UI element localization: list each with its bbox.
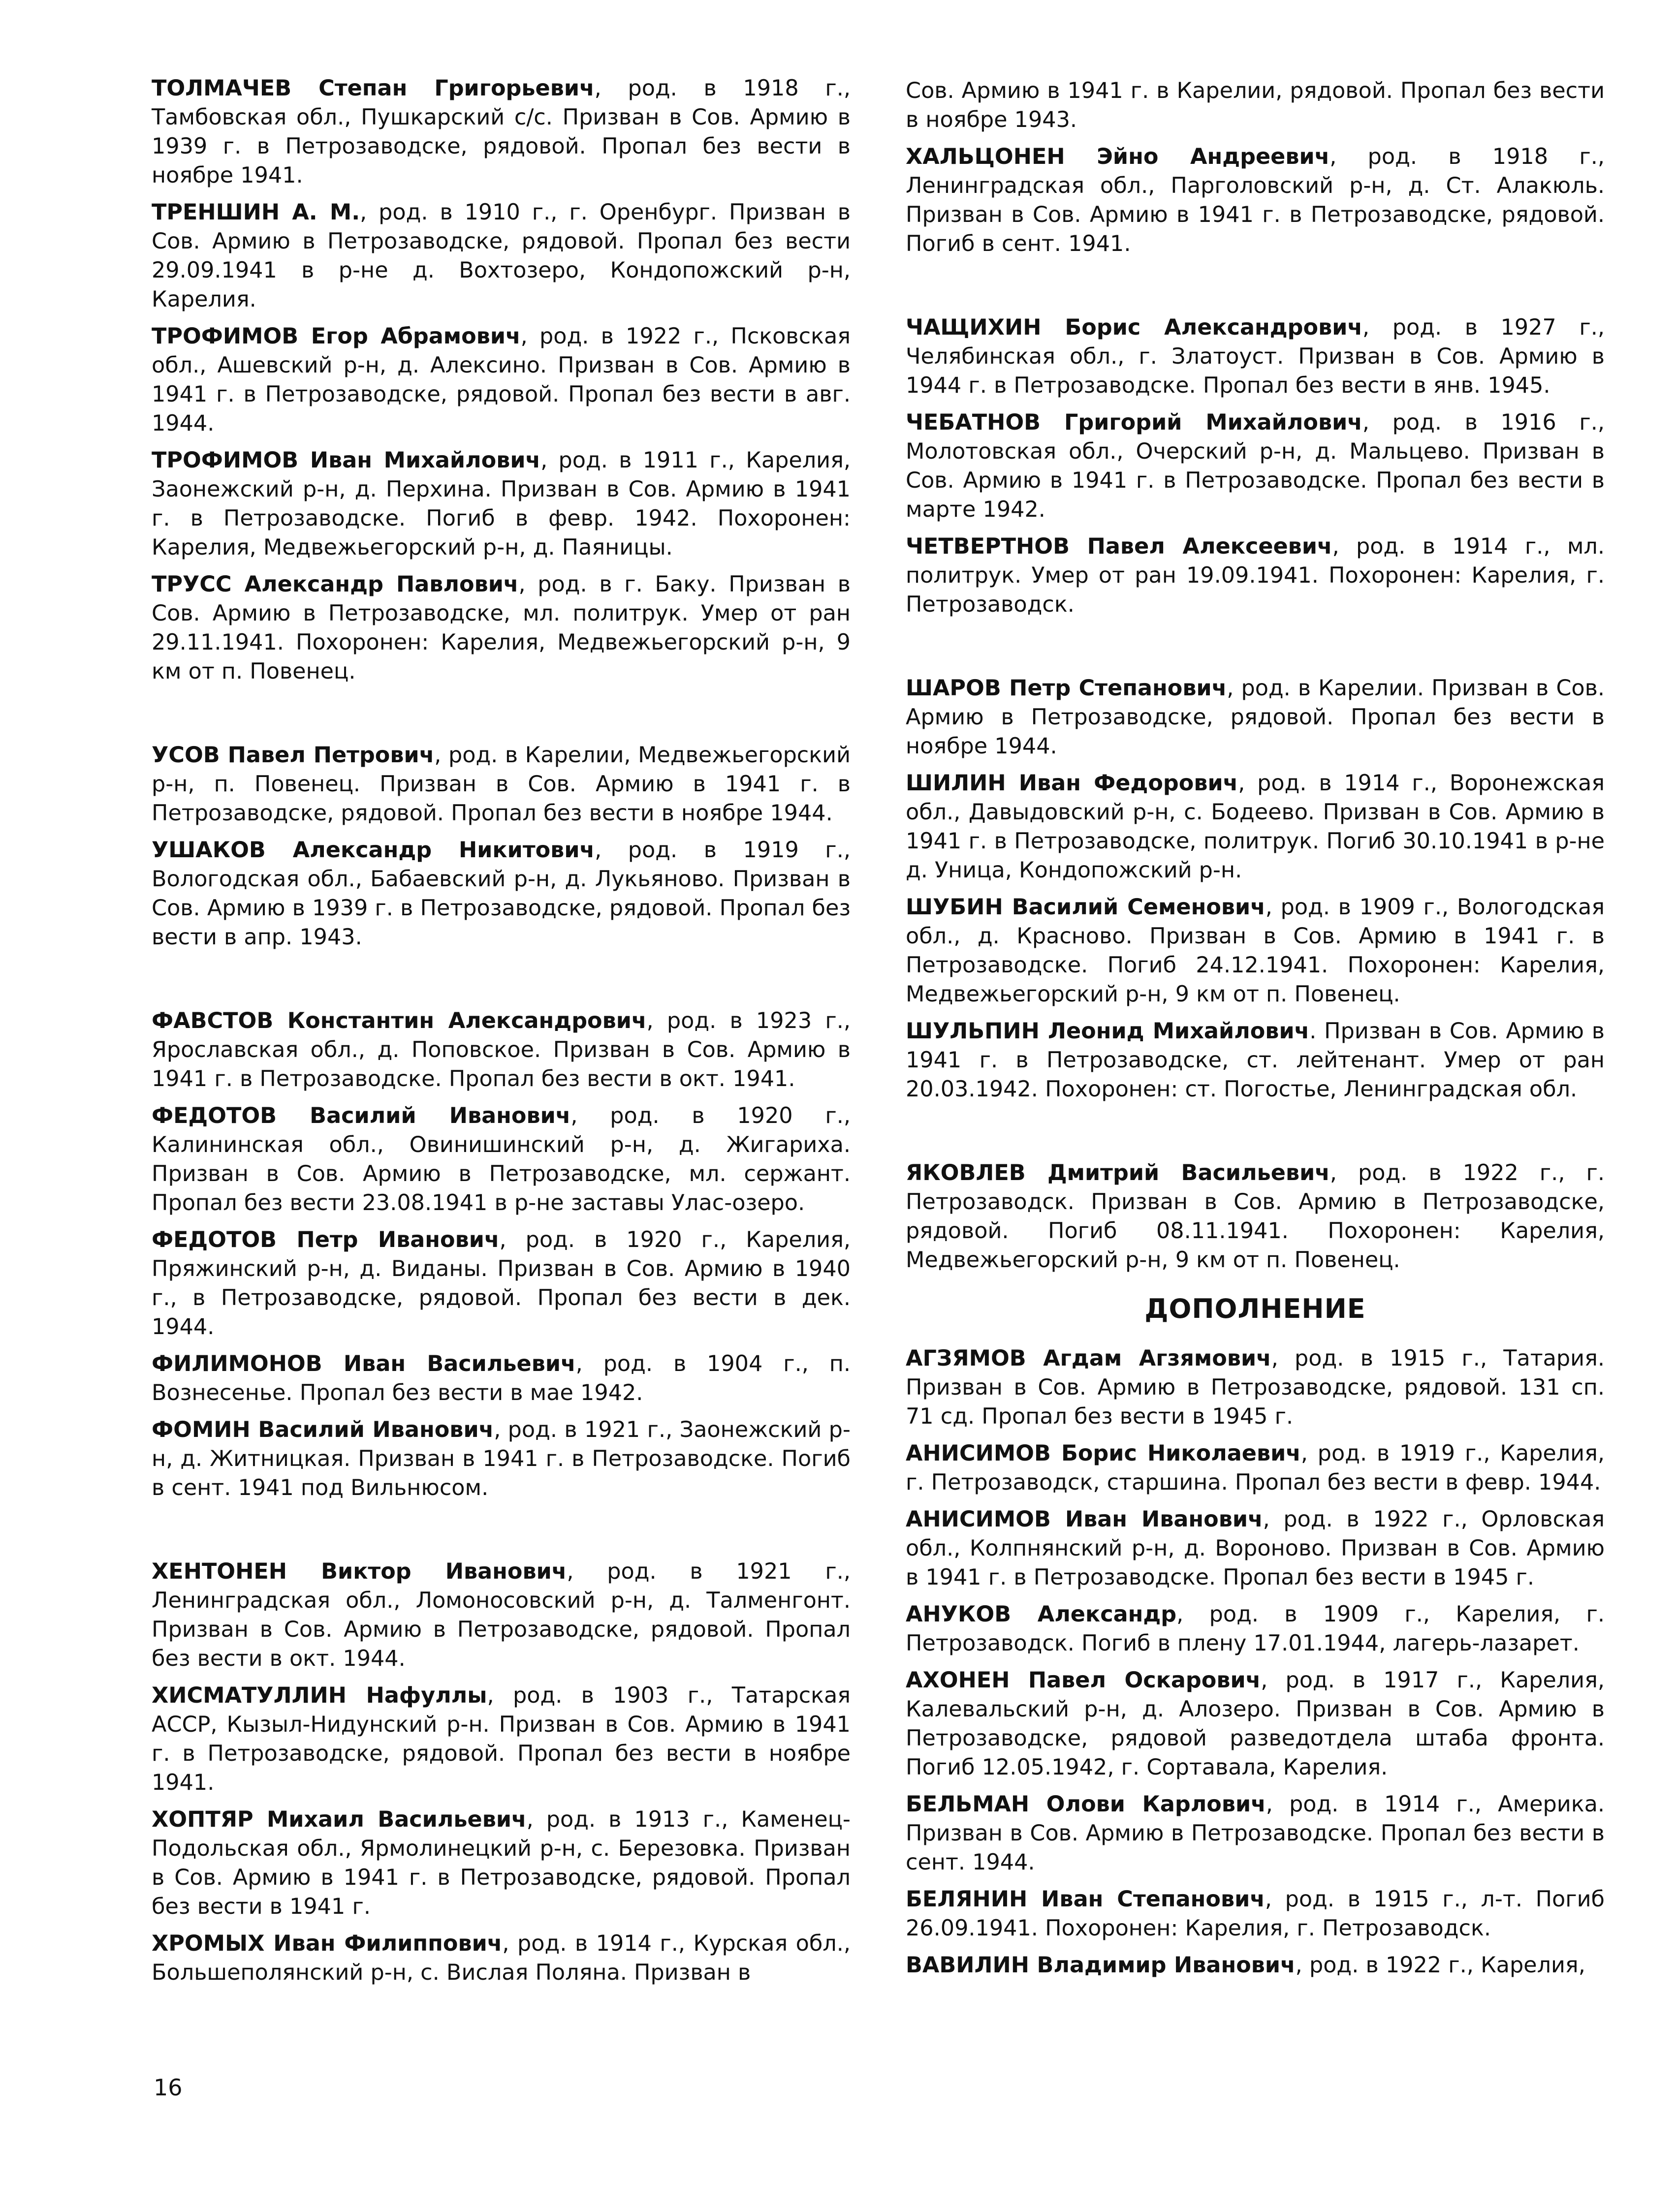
record-details: , род. в 1922 г., Карелия, bbox=[1295, 1953, 1585, 1978]
record-entry bbox=[152, 198, 851, 314]
record-entry bbox=[152, 836, 851, 952]
letter-group-spacer bbox=[152, 960, 851, 1006]
record-entry bbox=[906, 1017, 1605, 1104]
letter-group-spacer bbox=[906, 1112, 1605, 1158]
record-details: Сов. Армию в 1941 г. в Карелии, рядовой. Пропал без вести в ноябре 1943. bbox=[906, 78, 1605, 132]
letter-group-spacer bbox=[152, 694, 851, 741]
record-entry bbox=[906, 1158, 1605, 1275]
record-details: , род. в 1923 г., Ярославская обл., д. Поповское. Призван в Сов. Армию в 1941 г. в Петрозаводске. Пропал без вести в окт. 1941. bbox=[152, 1008, 851, 1091]
record-entry bbox=[906, 1885, 1605, 1943]
person-name: БЕЛЬМАН Олови Карлович bbox=[906, 1792, 1266, 1817]
record-entry bbox=[906, 76, 1605, 134]
record-details: , род. в 1927 г., Челябинская обл., г. Златоуст. Призван в Сов. Армию в 1944 г. в Петрозаводске. Пропал без вести в янв. 1945. bbox=[906, 315, 1605, 398]
person-name: АНУКОВ Александр bbox=[906, 1602, 1177, 1627]
person-name: ХОПТЯР Михаил Васильевич bbox=[152, 1807, 527, 1832]
letter-group-spacer bbox=[152, 1510, 851, 1557]
record-entry bbox=[906, 1439, 1605, 1497]
person-name: ФЕДОТОВ Василий Иванович bbox=[152, 1103, 571, 1128]
record-entry bbox=[152, 1681, 851, 1797]
person-name: УСОВ Павел Петрович bbox=[152, 743, 435, 768]
record-entry bbox=[906, 674, 1605, 761]
person-name: ШУЛЬПИН Леонид Михайлович bbox=[906, 1019, 1310, 1044]
record-details: , род. в Карелии. Призван в Сов. Армию в Петрозаводске, рядовой. Пропал без вести в ноябре 1944. bbox=[906, 676, 1605, 759]
person-name: АНИСИМОВ Борис Николаевич bbox=[906, 1441, 1301, 1466]
record-entry bbox=[906, 313, 1605, 400]
record-entry bbox=[906, 769, 1605, 885]
record-entry bbox=[906, 408, 1605, 524]
record-entry bbox=[152, 322, 851, 438]
record-entry bbox=[906, 1666, 1605, 1782]
record-entry bbox=[906, 1344, 1605, 1431]
letter-group-spacer bbox=[906, 627, 1605, 674]
person-name: ТРОФИМОВ Иван Михайлович bbox=[152, 448, 541, 473]
record-details: , род. в 1922 г., г. Петрозаводск. Призван в Сов. Армию в Петрозаводске, рядовой. Погиб 08.11.1941. Похоронен: Карелия, Медвежьегорский р-н, 9 км от п. Повенец. bbox=[906, 1160, 1605, 1273]
person-name: ШУБИН Василий Семенович bbox=[906, 895, 1266, 920]
person-name: ЧАЩИХИН Борис Александрович bbox=[906, 315, 1363, 340]
person-name: ФЕДОТОВ Петр Иванович bbox=[152, 1227, 500, 1252]
record-entry bbox=[152, 1006, 851, 1093]
record-details: , род. в 1910 г., г. Оренбург. Призван в Сов. Армию в Петрозаводске, рядовой. Пропал без вести 29.09.1941 в р-не д. Вохтозеро, Кондопожский р-н, Карелия. bbox=[152, 200, 851, 312]
record-entry bbox=[906, 1790, 1605, 1877]
person-name: ХАЛЬЦОНЕН Эйно Андреевич bbox=[906, 144, 1330, 169]
record-details: , род. в 1914 г., Курская обл., Большеполянский р-н, с. Вислая Поляна. Призван в bbox=[152, 1931, 851, 1985]
record-entry bbox=[152, 1929, 851, 1987]
left-column bbox=[152, 74, 851, 1995]
record-entry bbox=[906, 1600, 1605, 1658]
person-name: ШИЛИН Иван Федорович bbox=[906, 771, 1238, 796]
person-name: ЧЕБАТНОВ Григорий Михайлович bbox=[906, 410, 1362, 435]
record-entry bbox=[152, 446, 851, 562]
record-details: , род. в 1904 г., п. Вознесенье. Пропал без вести в мае 1942. bbox=[152, 1351, 851, 1405]
person-name: ШАРОВ Петр Степанович bbox=[906, 676, 1227, 701]
person-name: ФАВСТОВ Константин Александрович bbox=[152, 1008, 647, 1033]
record-entry bbox=[152, 1101, 851, 1217]
record-details: , род. в 1917 г., Карелия, Калевальский р-н, д. Алозеро. Призван в Сов. Армию в Петрозаводске, рядовой разведотдела штаба фронта. Погиб 12.05.1942, г. Сортавала, Карелия. bbox=[906, 1668, 1605, 1780]
record-details: , род. в 1920 г., Калининская обл., Овинишинский р-н, д. Жигариха. Призван в Сов. Армию в Петрозаводске, мл. сержант. Пропал без вести 23.08.1941 в р-не заставы Улас-озеро. bbox=[152, 1103, 851, 1215]
record-details: , род. в 1921 г., Ленинградская обл., Ломоносовский р-н, д. Талменгонт. Призван в Сов. Армию в Петрозаводске, рядовой. Пропал без вести в окт. 1944. bbox=[152, 1559, 851, 1671]
record-details: , род. в г. Баку. Призван в Сов. Армию в Петрозаводске, мл. политрук. Умер от ран 29.11.1941. Похоронен: Карелия, Медвежьегорский р-н, 9 км от п. Повенец. bbox=[152, 572, 851, 684]
person-name: ЧЕТВЕРТНОВ Павел Алексеевич bbox=[906, 534, 1332, 559]
person-name: ТРУСС Александр Павлович bbox=[152, 572, 519, 597]
record-entry bbox=[152, 1349, 851, 1407]
record-details: , род. в 1921 г., Заонежский р-н, д. Житницкая. Призван в 1941 г. в Петрозаводске. Погиб в сент. 1941 под Вильнюсом. bbox=[152, 1417, 851, 1500]
section-title-supplement: ДОПОЛНЕНИЕ bbox=[1144, 1293, 1366, 1324]
record-details: , род. в 1922 г., Орловская обл., Колпнянский р-н, д. Вороново. Призван в Сов. Армию в 1941 г. в Петрозаводске. Пропал без вести в 1945 г. bbox=[906, 1507, 1605, 1590]
record-details: , род. в 1918 г., Тамбовская обл., Пушкарский с/с. Призван в Сов. Армию в 1939 г. в Петрозаводске, рядовой. Пропал без вести в ноябре 1941. bbox=[152, 76, 851, 188]
record-details: , род. в 1916 г., Молотовская обл., Очерский р-н, д. Мальцево. Призван в Сов. Армию в 1941 г. в Петрозаводске. Пропал без вести в марте 1942. bbox=[906, 410, 1605, 522]
record-details: , род. в 1919 г., Вологодская обл., Бабаевский р-н, д. Лукьяново. Призван в Сов. Армию в 1939 г. в Петрозаводске, рядовой. Пропал без вести в апр. 1943. bbox=[152, 838, 851, 950]
person-name: ФИЛИМОНОВ Иван Васильевич bbox=[152, 1351, 576, 1376]
person-name: ТРОФИМОВ Егор Абрамович bbox=[152, 324, 521, 349]
record-details: , род. в 1915 г., л-т. Погиб 26.09.1941. Похоронен: Карелия, г. Петрозаводск. bbox=[906, 1887, 1605, 1941]
person-name: ВАВИЛИН Владимир Иванович bbox=[906, 1953, 1296, 1978]
record-details: , род. в 1913 г., Каменец-Подольская обл., Ярмолинецкий р-н, с. Березовка. Призван в Сов. Армию в 1941 г. в Петрозаводске, рядовой. Пропал без вести в 1941 г. bbox=[152, 1807, 851, 1919]
person-name: АХОНЕН Павел Оскарович bbox=[906, 1668, 1261, 1693]
record-details: , род. в 1909 г., Карелия, г. Петрозаводск. Погиб в плену 17.01.1944, лагерь-лазарет. bbox=[906, 1602, 1605, 1656]
record-entry bbox=[906, 532, 1605, 619]
record-details: , род. в 1919 г., Карелия, г. Петрозаводск, старшина. Пропал без вести в февр. 1944. bbox=[906, 1441, 1605, 1495]
person-name: АГЗЯМОВ Агдам Агзямович bbox=[906, 1346, 1271, 1371]
person-name: ХИСМАТУЛЛИН Нафуллы bbox=[152, 1683, 487, 1708]
record-details: , род. в 1914 г., Воронежская обл., Давыдовский р-н, с. Бодеево. Призван в Сов. Армию в 1941 г. в Петрозаводске, политрук. Погиб 30.10.1941 в р-не д. Уница, Кондопожский р-н. bbox=[906, 771, 1605, 883]
record-details: , род. в 1920 г., Карелия, Пряжинский р-н, д. Виданы. Призван в Сов. Армию в 1940 г., в Петрозаводске, рядовой. Пропал без вести в дек. 1944. bbox=[152, 1227, 851, 1340]
page-number: 16 bbox=[154, 2074, 183, 2101]
person-name: ФОМИН Василий Иванович bbox=[152, 1417, 494, 1442]
record-entry bbox=[152, 1415, 851, 1502]
record-entry bbox=[152, 1805, 851, 1921]
person-name: УШАКОВ Александр Никитович bbox=[152, 838, 595, 863]
record-entry bbox=[152, 74, 851, 190]
record-details: , род. в 1914 г., Америка. Призван в Сов. Армию в Петрозаводске. Пропал без вести в сент. 1944. bbox=[906, 1792, 1605, 1875]
record-details: , род. в 1922 г., Псковская обл., Ашевский р-н, д. Алексино. Призван в Сов. Армию в 1941 г. в Петрозаводске, рядовой. Пропал без вести в авг. 1944. bbox=[152, 324, 851, 436]
person-name: ЯКОВЛЕВ Дмитрий Васильевич bbox=[906, 1160, 1330, 1185]
person-name: ХРОМЫХ Иван Филиппович bbox=[152, 1931, 503, 1956]
record-entry bbox=[906, 142, 1605, 258]
person-name: АНИСИМОВ Иван Иванович bbox=[906, 1507, 1263, 1532]
record-details: , род. в 1918 г., Ленинградская обл., Парголовский р-н, д. Ст. Алакюль. Призван в Сов. Армию в 1941 г. в Петрозаводске, рядовой. Погиб в сент. 1941. bbox=[906, 144, 1605, 256]
record-entry bbox=[152, 741, 851, 828]
record-details: , род. в 1914 г., мл. политрук. Умер от ран 19.09.1941. Похоронен: Карелия, г. Петрозаводск. bbox=[906, 534, 1605, 617]
record-details: , род. в Карелии, Медвежьегорский р-н, п. Повенец. Призван в Сов. Армию в 1941 г. в Петрозаводске, рядовой. Пропал без вести в ноябре 1944. bbox=[152, 743, 851, 826]
record-details: , род. в 1911 г., Карелия, Заонежский р-н, д. Перхина. Призван в Сов. Армию в 1941 г. в Петрозаводске. Погиб в февр. 1942. Похоронен: Карелия, Медвежьегорский р-н, д. Паяницы. bbox=[152, 448, 851, 560]
person-name: БЕЛЯНИН Иван Степанович bbox=[906, 1887, 1265, 1912]
record-entry bbox=[906, 893, 1605, 1009]
record-details: , род. в 1903 г., Татарская АССР, Кызыл-Нидунский р-н. Призван в Сов. Армию в 1941 г. в Петрозаводске, рядовой. Пропал без вести в ноябре 1941. bbox=[152, 1683, 851, 1795]
letter-group-spacer bbox=[906, 266, 1605, 313]
record-entry bbox=[152, 1225, 851, 1341]
record-details: , род. в 1915 г., Татария. Призван в Сов. Армию в Петрозаводске, рядовой. 131 сп. 71 сд. Пропал без вести в 1945 г. bbox=[906, 1346, 1605, 1429]
record-entry bbox=[152, 1557, 851, 1673]
record-details: , род. в 1909 г., Вологодская обл., д. Красново. Призван в Сов. Армию в 1941 г. в Петрозаводске. Погиб 24.12.1941. Похоронен: Карелия, Медвежьегорский р-н, 9 км от п. Повенец. bbox=[906, 895, 1605, 1007]
person-name: ТОЛМАЧЕВ Степан Григорьевич bbox=[152, 76, 595, 101]
record-details: . Призван в Сов. Армию в 1941 г. в Петрозаводске, ст. лейтенант. Умер от ран 20.03.1942. Похоронен: ст. Погостье, Ленинградская обл. bbox=[906, 1019, 1605, 1102]
person-name: ХЕНТОНЕН Виктор Иванович bbox=[152, 1559, 567, 1584]
record-entry bbox=[152, 570, 851, 686]
record-entry bbox=[906, 1505, 1605, 1592]
right-column bbox=[906, 76, 1605, 1988]
record-entry bbox=[906, 1951, 1605, 1980]
person-name: ТРЕНШИН А. М. bbox=[152, 200, 360, 225]
